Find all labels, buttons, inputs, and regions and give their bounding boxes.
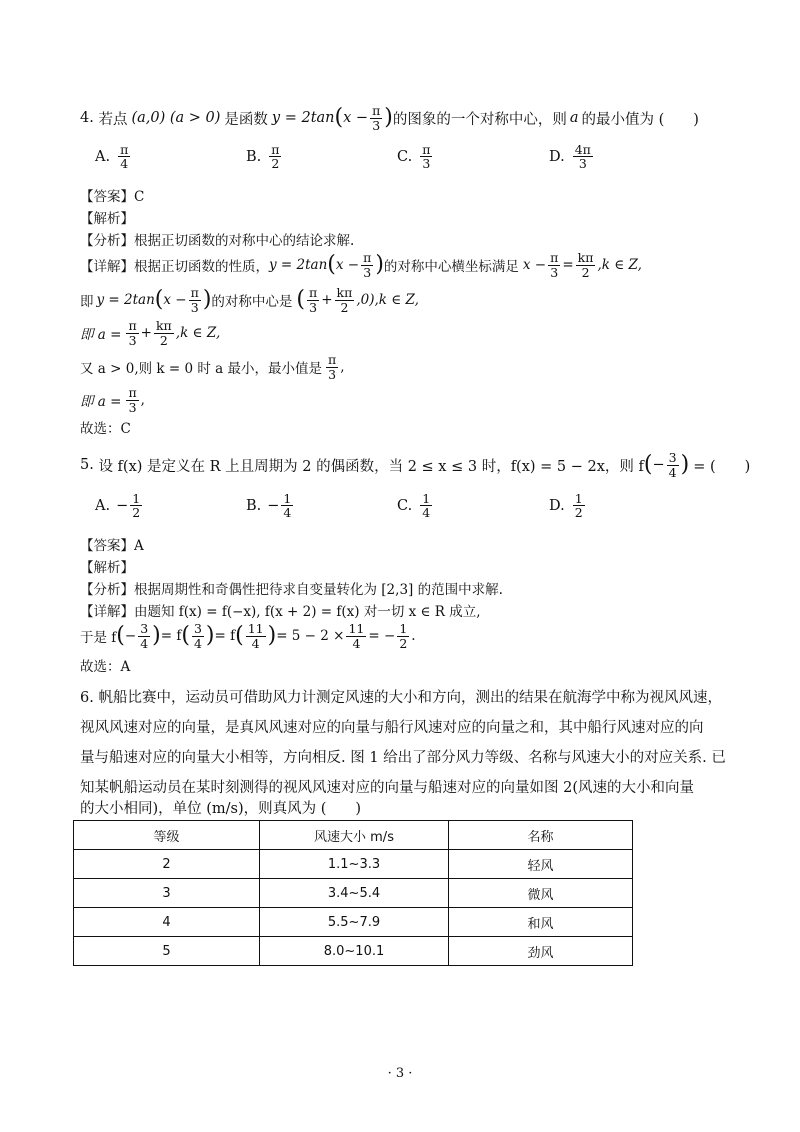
table-header: 名称 xyxy=(449,821,633,850)
q5-stem: 5. 设 f(x) 是定义在 R 上且周期为 2 的偶函数，当 2 ≤ x ≤ 3 时，f(x) = 5 − 2x，则 f ( − $\frac{3}{4}$ ) = ( ) xyxy=(80,450,751,480)
q6-line-2: 视风风速对应的向量，是真风风速对应的向量与船行风速对应的向量之和，其中船行风速对应的向 xyxy=(80,720,704,736)
q4-option-b: B. $\frac{\pi}{2}$ xyxy=(246,142,280,172)
table-cell: 轻风 xyxy=(449,850,633,879)
table-cell: 2 xyxy=(74,850,260,879)
q5-analysis: 【解析】 xyxy=(80,560,134,576)
q5-answer: 【答案】A xyxy=(80,538,144,554)
q4-stem-text-c: 的图象的一个对称中心，则 xyxy=(392,111,567,128)
q4-func-frac: $\frac{\pi}{3}$ xyxy=(372,103,381,133)
q6-line-4: 知某帆船运动员在某时刻测得的视风风速对应的向量与船速对应的向量如图 2(风速的大小和向量 xyxy=(80,780,694,796)
q4-line5: 即 a = $\frac{\pi}{3}$ , xyxy=(80,385,145,415)
q4-func-x: x − xyxy=(343,110,369,126)
page-number: · 3 · xyxy=(387,1066,413,1081)
table-row xyxy=(74,908,633,937)
table-header: 等级 xyxy=(74,821,260,850)
q4-line2: 即 y = 2tan ( x − $\frac{\pi}{3}$ ) 的对称中心是 ( $\frac{\pi}{3}$ + $\frac{k\pi}{2}$ ,0),k ∈ Z, xyxy=(80,285,419,315)
q5-line2: 于是 f ( − $\frac{3}{4}$ ) = f ( $\frac{3}{4}$ ) = f ( $\frac{11}{4}$ ) = 5 − 2 × $\frac{11}{4}$ = − $\frac{1}{2}$ . xyxy=(80,621,416,651)
q4-option-c: C. $\frac{\pi}{3}$ xyxy=(397,142,431,172)
q4-fenxi: 【分析】根据正切函数的对称中心的结论求解. xyxy=(80,233,355,249)
q4-var-a: a xyxy=(569,110,579,126)
q5-option-c: C. $\frac{1}{4}$ xyxy=(397,491,431,521)
q6-line-3: 量与船速对应的向量大小相等，方向相反. 图 1 给出了部分风力等级、名称与风速大小的对应关系. 已 xyxy=(80,750,726,766)
q4-detail: 【详解】根据正切函数的性质， y = 2tan ( x − $\frac{\pi}{3}$ ) 的对称中心横坐标满足 x − $\frac{\pi}{3}$ = $\frac{k\pi}{2}$ ,k ∈ Z, xyxy=(80,250,642,280)
q5-fenxi: 【分析】根据周期性和奇偶性把待求自变量转化为 [2,3] 的范围中求解. xyxy=(80,582,503,598)
q4-point: (a,0) (a > 0) xyxy=(131,110,221,126)
q6-line-1: 6. 帆船比赛中，运动员可借助风力计测定风速的大小和方向，测出的结果在航海学中称为视风风速， xyxy=(80,690,722,706)
q5-option-d: D. $\frac{1}{2}$ xyxy=(549,491,583,521)
table-row xyxy=(74,879,633,908)
q5-option-b: B. − $\frac{1}{4}$ xyxy=(246,491,292,521)
table-header-row xyxy=(74,821,633,850)
q4-line3: 即 a = $\frac{\pi}{3}$ + $\frac{k\pi}{2}$ ,k ∈ Z, xyxy=(80,318,221,348)
q5-choose: 故选：A xyxy=(80,659,131,675)
table-cell: 5 xyxy=(74,937,260,966)
q4-line4: 又 a > 0,则 k = 0 时 a 最小，最小值是 $\frac{\pi}{3}$ , xyxy=(80,352,345,382)
q4-answer: 【答案】C xyxy=(80,189,145,205)
q4-analysis: 【解析】 xyxy=(80,211,134,227)
q4-func: y = 2tan xyxy=(271,110,335,126)
q4-stem-text-d: 的最小值为 ( ) xyxy=(581,111,699,128)
q5-option-a: A. − $\frac{1}{2}$ xyxy=(95,491,141,521)
q4-stem: 4. 若点 (a,0) (a > 0) 是函数 y = 2tan ( x − $\frac{\pi}{3}$ ) 的图象的一个对称中心，则 a 的最小值为 ( ) xyxy=(80,103,699,133)
q4-stem-text-b: 是函数 xyxy=(224,111,268,128)
table-cell: 和风 xyxy=(449,908,633,937)
table-cell: 5.5~7.9 xyxy=(260,908,449,937)
table-row xyxy=(74,850,633,879)
table-cell: 1.1~3.3 xyxy=(260,850,449,879)
q5-detail: 【详解】由题知 f(x) = f(−x), f(x + 2) = f(x) 对一切 x ∈ R 成立, xyxy=(80,604,481,620)
table-cell: 3.4~5.4 xyxy=(260,879,449,908)
q4-number: 4. xyxy=(80,110,94,126)
table-cell: 4 xyxy=(74,908,260,937)
q4-choose: 故选：C xyxy=(80,421,131,437)
table-cell: 8.0~10.1 xyxy=(260,937,449,966)
q4-option-d: D. $\frac{4\pi}{3}$ xyxy=(549,142,591,172)
q4-option-a: A. $\frac{\pi}{4}$ xyxy=(95,142,129,172)
table-row xyxy=(74,937,633,966)
q6-line-5: 的大小相同)，单位 (m/s)，则真风为 ( ) xyxy=(80,801,362,817)
table-cell: 微风 xyxy=(449,879,633,908)
table-header: 风速大小 m/s xyxy=(260,821,449,850)
table-cell: 3 xyxy=(74,879,260,908)
table-cell: 劲风 xyxy=(449,937,633,966)
q4-stem-text-a: 若点 xyxy=(98,111,128,128)
wind-level-table xyxy=(73,820,633,966)
